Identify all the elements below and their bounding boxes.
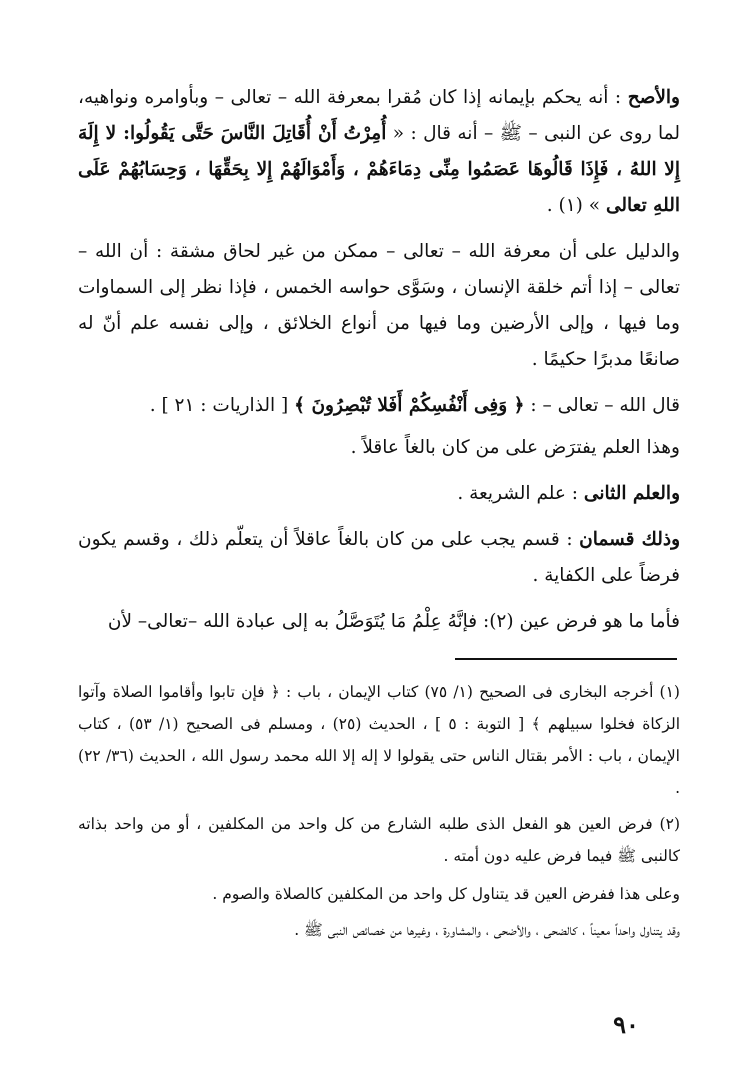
paragraph-lead: والأصح xyxy=(627,87,680,108)
paragraph-text: [ الذاريات : ٢١ ] . xyxy=(149,395,295,416)
paragraph-text: » (١) . xyxy=(546,195,606,216)
paragraph-most-correct xyxy=(78,80,680,224)
paragraph-quran-verse xyxy=(78,388,680,424)
footnote-2: (٢) فرض العين هو الفعل الذى طلبه الشارع من كل واحد من المكلفين ، أو من واحد بذاته كالنبى ﷺ فيما فرض عليه دون أمته . xyxy=(78,815,680,865)
page-number: ٩٠ xyxy=(613,1010,639,1039)
paragraph-lead: وذلك قسمان xyxy=(579,529,681,550)
footnote-2-continuation: وعلى هذا ففرض العين قد يتناول كل واحد من المكلفين كالصلاة والصوم . xyxy=(212,885,680,903)
paragraph-second-knowledge xyxy=(78,476,680,512)
footnote-2-continuation: وقد يتناول واحداً معيناً ، كالضحى ، والأضحى ، والمشاورة ، وغيرها من خصائص النبى ﷺ . xyxy=(294,921,680,939)
footnote-1: (١) أخرجه البخارى فى الصحيح (١/ ٧٥) كتاب الإيمان ، باب : ﴿ فإن تابوا وأقاموا الصلاة وآتوا الزكاة فخلوا سبيلهم ﴾ [ التوبة : ٥ ] ، الحديث (٢٥) ، ومسلم فى الصحيح (١/ ٥٣) ، كتاب الإيمان ، باب : الأمر بقتال الناس حتى يقولوا لا إله إلا الله محمد رسول الله ، الحديث (٣٦/ ٢٢) . xyxy=(78,683,681,797)
paragraph-text: قال الله – تعالى – : xyxy=(524,395,680,416)
paragraph-obligation: وهذا العلم يفترَض على من كان بالغاً عاقلاً . xyxy=(350,437,680,458)
paragraph-lead: والعلم الثانى xyxy=(583,483,680,504)
hadith-quote: أُمِرْتُ أَنْ أُقَاتِلَ النَّاسَ حَتَّى يَقُولُوا: لا إِلَهَ إِلا اللهُ ، فَإِذَا قَالُوهَا عَصَمُوا مِنِّى دِمَاءَهُمْ ، وَأَمْوَالَهُمْ إِلا بِحَقِّهَا ، وَحِسَابُهُمْ عَلَى اللهِ تعالى xyxy=(78,123,680,216)
paragraph-text: : أنه يحكم بإيمانه إذا كان مُقرا بمعرفة الله – تعالى – وبأوامره ونواهيه، لما روى عن النبى – ﷺ – أنه قال : « xyxy=(78,87,680,144)
paragraph-two-kinds xyxy=(78,522,680,594)
paragraph-evidence: والدليل على أن معرفة الله – تعالى – ممكن من غير لحاق مشقة : أن الله – تعالى – إذا أتم خلقة الإنسان ، وسَوَّى حواسه الخمس ، فإذا نظر إلى السماوات وما فيها ، وإلى الأرضين وما فيها من أنواع الخلائق ، وإلى نفسه علم أنّ له صانعًا مدبرًا حكيمًا . xyxy=(78,241,680,370)
quran-quote: ﴿ وَفِى أَنْفُسِكُمْ أَفَلا تُبْصِرُونَ ﴾ xyxy=(294,395,525,416)
paragraph-individual-duty: فأما ما هو فرض عين (٢): فإنَّهُ عِلْمُ مَا يُتَوَصَّلُ به إلى عبادة الله –تعالى– لأن xyxy=(107,611,680,632)
paragraph-text: : علم الشريعة . xyxy=(457,483,584,504)
main-text xyxy=(78,80,680,646)
footnotes xyxy=(78,676,680,950)
paragraph-text: : قسم يجب على من كان بالغاً عاقلاً أن يتعلّم ذلك ، وقسم يكون فرضاً على الكفاية . xyxy=(78,529,680,586)
footnote-separator xyxy=(455,658,677,660)
